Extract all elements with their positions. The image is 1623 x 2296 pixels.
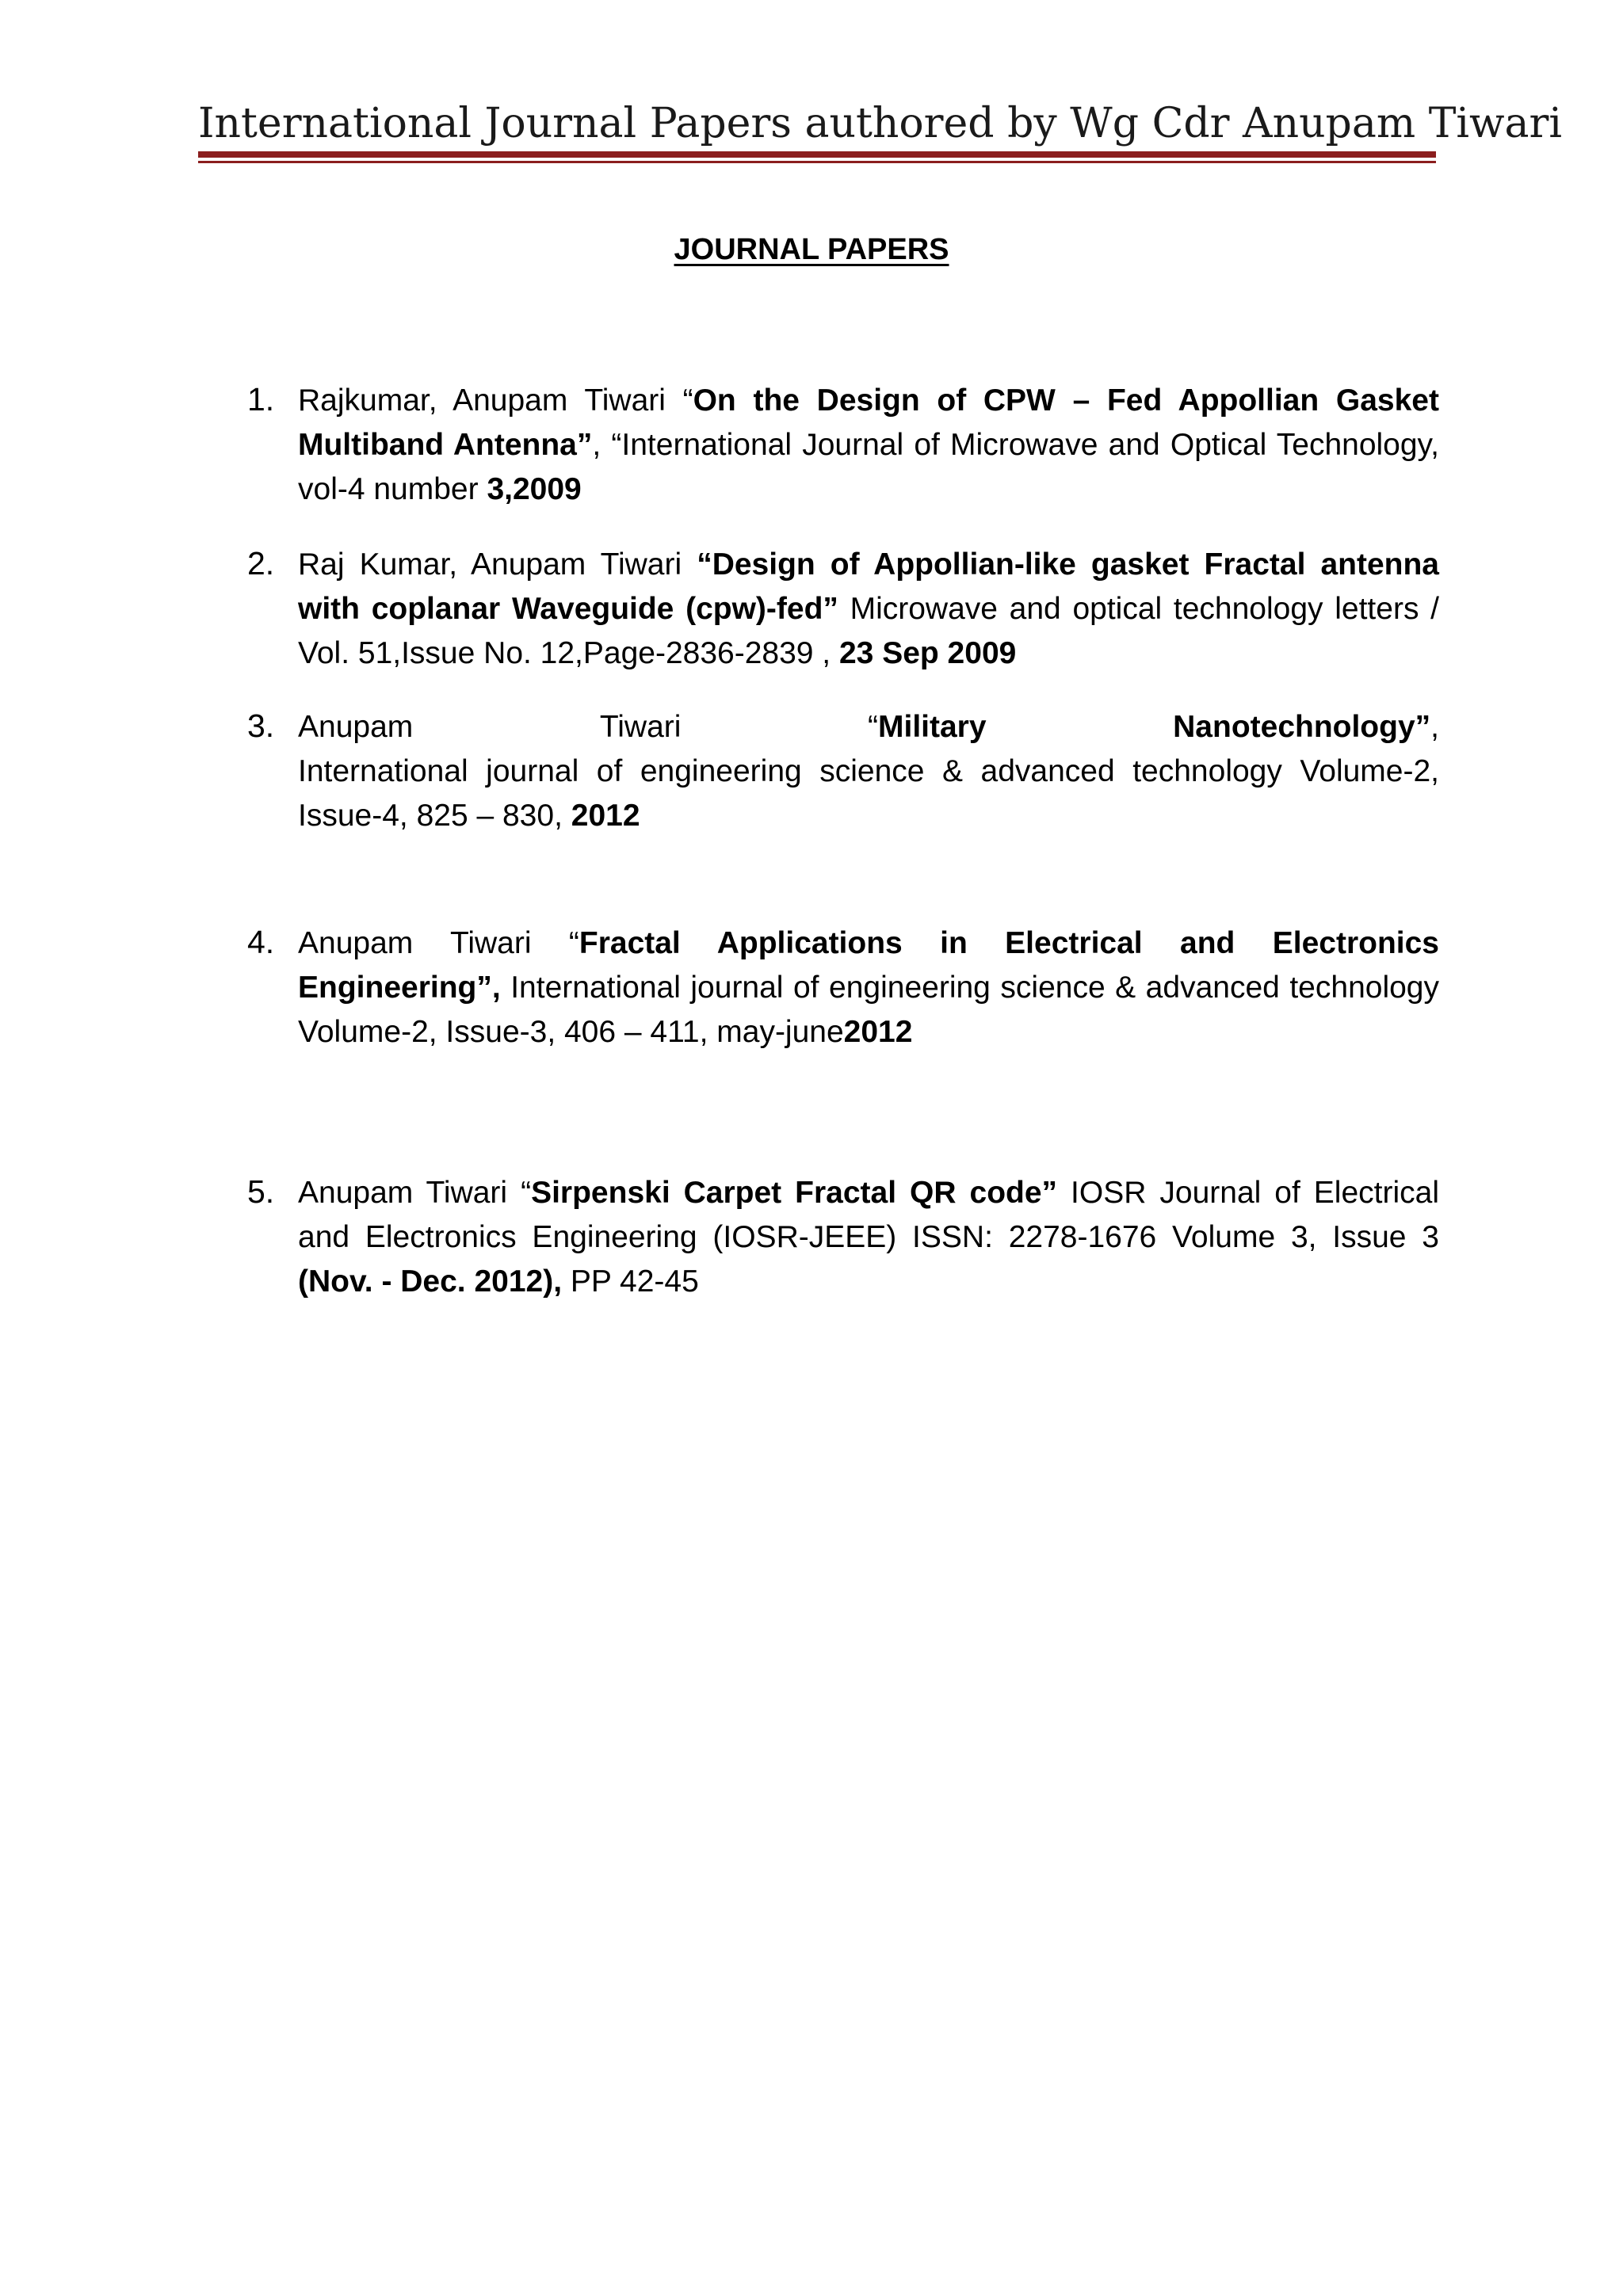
paper-details: International journal of engineering science & advanced technology Volume-2, Issue-4, 825 – 830, <box>298 754 1439 833</box>
paper-author-first: Anupam <box>298 710 414 744</box>
paper-first-line <box>298 705 1439 749</box>
paper-title-first: Military <box>878 710 987 744</box>
paper-citation <box>298 705 1439 838</box>
paper-quote-open: “ <box>868 710 878 744</box>
paper-number: 4. <box>247 924 275 960</box>
paper-title-first-wrap <box>868 705 987 749</box>
paper-date: (Nov. - Dec. 2012), <box>298 1264 563 1299</box>
paper-number: 1. <box>247 381 275 418</box>
paper-authors: Anupam Tiwari “ <box>298 926 579 960</box>
paper-title-last-wrap <box>1173 705 1439 749</box>
paper-title: “Design of Appollian-like gasket Fractal antenna with coplanar Waveguide (cpw)-fed” <box>298 547 1439 626</box>
paper-comma: , <box>1430 710 1439 744</box>
paper-title-last: Nanotechnology” <box>1173 710 1431 744</box>
paper-pages: PP 42-45 <box>562 1264 699 1299</box>
paper-year: 2012 <box>571 799 640 833</box>
header-rule-thin <box>198 161 1436 163</box>
paper-citation <box>298 379 1439 512</box>
page-header <box>198 93 1563 154</box>
paper-authors: Anupam Tiwari “ <box>298 1176 532 1210</box>
paper-number: 3. <box>247 707 275 744</box>
paper-authors: Raj Kumar, Anupam Tiwari <box>298 547 697 582</box>
section-title: JOURNAL PAPERS <box>674 233 949 266</box>
header-rule-thick <box>198 151 1436 158</box>
paper-citation <box>298 921 1439 1055</box>
paper-number: 5. <box>247 1173 275 1210</box>
paper-title: On the Design of CPW – Fed Appollian Gasket Multiband Antenna” <box>298 383 1439 462</box>
paper-rest-lines <box>298 749 1439 838</box>
paper-citation <box>298 543 1439 676</box>
paper-title: Fractal Applications in Electrical and Electronics Engineering”, <box>298 926 1439 1005</box>
paper-author-last: Tiwari <box>599 710 682 744</box>
paper-authors: Rajkumar, Anupam Tiwari “ <box>298 383 693 418</box>
paper-year: 3,2009 <box>487 472 582 506</box>
paper-number: 2. <box>247 545 275 582</box>
paper-citation <box>298 1171 1439 1304</box>
paper-year: 2012 <box>843 1015 913 1049</box>
paper-details: IOSR Journal of Electrical and Electronics Engineering (IOSR-JEEE) ISSN: 2278-1676 Volume 3, Issue 3 <box>298 1176 1440 1254</box>
paper-details: , “International Journal of Microwave and Optical Technology, vol-4 number <box>298 428 1440 506</box>
paper-title: Sirpenski Carpet Fractal QR code” <box>531 1176 1058 1210</box>
header-title: International Journal Papers authored by Wg Cdr Anupam Tiwari <box>198 100 1563 147</box>
paper-details: Microwave and optical technology letters / Vol. 51,Issue No. 12,Page-2836-2839 , <box>298 592 1439 670</box>
paper-details: International journal of engineering science & advanced technology Volume-2, Issue-3, 406 – 411, may-june <box>298 971 1439 1049</box>
paper-year: 23 Sep 2009 <box>838 636 1017 670</box>
